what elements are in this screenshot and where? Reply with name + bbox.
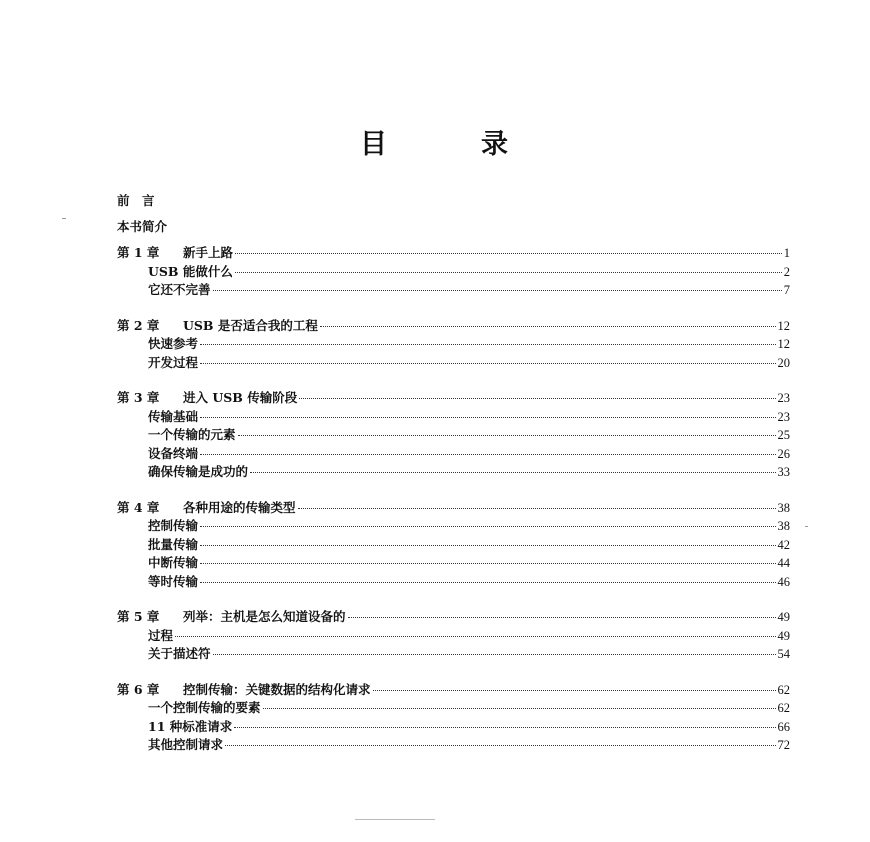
chapter-group [117, 244, 790, 300]
page-number: 25 [777, 428, 790, 442]
section-title: 快速参考 [148, 336, 199, 351]
toc-chapter-row[interactable] [117, 681, 790, 700]
page-number: 54 [777, 647, 790, 661]
dot-leader [348, 617, 776, 618]
page-number: 38 [777, 519, 790, 533]
page-number: 1 [783, 246, 790, 260]
dot-leader [298, 508, 776, 509]
chapter-group [117, 608, 790, 664]
page-number: 72 [777, 738, 790, 752]
section-title: 控制传输 [148, 518, 199, 533]
page-number: 7 [783, 283, 790, 297]
dot-leader [200, 454, 775, 455]
section-title: 批量传输 [148, 536, 199, 552]
toc-section-row[interactable] [117, 426, 790, 445]
dot-leader [213, 654, 776, 655]
page-number: 26 [777, 446, 790, 461]
dot-leader [225, 745, 775, 746]
section-title: USB 能做什么 [148, 263, 233, 279]
page-number: 49 [777, 628, 790, 643]
toc-front-intro[interactable] [117, 218, 790, 244]
chapter-label: 第 6 章 [117, 681, 160, 697]
page-number: 62 [777, 701, 790, 715]
page-number: 23 [777, 391, 790, 405]
title-char-1: 目 [360, 129, 389, 160]
toc-chapter-row[interactable] [117, 244, 790, 263]
dot-leader [263, 708, 776, 709]
section-title: 等时传输 [148, 573, 199, 589]
title-char-2: 录 [481, 129, 510, 160]
toc-front-preface[interactable] [117, 192, 790, 218]
section-title: 中断传输 [148, 555, 199, 570]
toc-section-row[interactable] [117, 536, 790, 555]
section-title: 一个控制传输的要素 [148, 700, 261, 715]
toc-section-row[interactable] [117, 463, 790, 482]
toc-section-row[interactable] [117, 408, 790, 427]
toc-chapter-row[interactable] [117, 317, 790, 336]
toc-front-label: 前 言 [117, 193, 155, 208]
toc-chapter-row[interactable] [117, 499, 790, 518]
chapter-title: USB 是否适合我的工程 [183, 317, 318, 333]
section-title: 开发过程 [148, 354, 199, 370]
chapter-label: 第 3 章 [117, 390, 160, 405]
page-number: 20 [777, 355, 790, 370]
toc-section-row[interactable] [117, 517, 790, 536]
dot-leader [299, 398, 775, 399]
chapter-group [117, 681, 790, 755]
chapter-title: 新手上路 [183, 245, 234, 260]
table-of-contents [117, 192, 790, 772]
page-number: 12 [777, 337, 790, 351]
toc-front-label: 本书简介 [117, 219, 168, 234]
dot-leader [200, 582, 775, 583]
chapter-group [117, 389, 790, 482]
section-title: 11 种标准请求 [148, 718, 233, 734]
page-title [0, 122, 870, 161]
section-title: 它还不完善 [148, 282, 211, 297]
section-title: 其他控制请求 [148, 737, 224, 752]
chapter-label: 第 2 章 [117, 317, 160, 333]
dot-leader [213, 290, 782, 291]
chapter-group [117, 317, 790, 373]
dot-leader [200, 545, 775, 546]
toc-section-row[interactable] [117, 263, 790, 282]
dot-leader [200, 417, 775, 418]
page-number: 46 [777, 574, 790, 589]
dot-leader [234, 727, 775, 728]
chapter-group [117, 499, 790, 592]
dot-leader [200, 563, 775, 564]
toc-chapter-row[interactable] [117, 608, 790, 627]
section-title: 关于描述符 [148, 646, 211, 661]
page-number: 44 [777, 556, 790, 570]
dot-leader [250, 472, 775, 473]
dot-leader [235, 272, 782, 273]
chapter-title: 各种用途的传输类型 [183, 499, 296, 515]
toc-section-row[interactable] [117, 736, 790, 755]
toc-section-row[interactable] [117, 718, 790, 737]
toc-section-row[interactable] [117, 281, 790, 300]
dot-leader [238, 435, 776, 436]
dot-leader [200, 526, 775, 527]
scan-speck [355, 819, 435, 820]
dot-leader [200, 363, 775, 364]
chapter-label: 第 4 章 [117, 499, 160, 515]
section-title: 确保传输是成功的 [148, 464, 249, 479]
chapter-title: 控制传输：关键数据的结构化请求 [183, 681, 371, 697]
page-number: 62 [777, 682, 790, 697]
chapter-label: 第 1 章 [117, 245, 160, 260]
toc-section-row[interactable] [117, 699, 790, 718]
page-number: 42 [777, 537, 790, 552]
chapter-title: 列举：主机是怎么知道设备的 [183, 609, 346, 624]
chapter-label: 第 5 章 [117, 609, 160, 624]
section-title: 一个传输的元素 [148, 427, 236, 442]
page-number: 66 [777, 719, 790, 734]
section-title: 传输基础 [148, 408, 199, 424]
toc-section-row[interactable] [117, 645, 790, 664]
toc-section-row[interactable] [117, 573, 790, 592]
scan-speck [805, 526, 808, 527]
scan-speck [62, 218, 66, 219]
toc-section-row[interactable] [117, 554, 790, 573]
toc-section-row[interactable] [117, 445, 790, 464]
toc-section-row[interactable] [117, 627, 790, 646]
dot-leader [200, 344, 775, 345]
dot-leader [235, 253, 782, 254]
page-number: 49 [777, 610, 790, 624]
page-number: 33 [777, 465, 790, 479]
toc-chapter-row[interactable] [117, 389, 790, 408]
page-number: 23 [777, 409, 790, 424]
section-title: 设备终端 [148, 445, 199, 461]
section-title: 过程 [148, 627, 174, 643]
page-number: 38 [777, 500, 790, 515]
dot-leader [373, 690, 776, 691]
dot-leader [320, 326, 776, 327]
toc-section-row[interactable] [117, 335, 790, 354]
dot-leader [175, 636, 775, 637]
toc-section-row[interactable] [117, 354, 790, 373]
chapter-title: 进入 USB 传输阶段 [183, 390, 298, 405]
page-number: 2 [783, 264, 790, 279]
page-number: 12 [777, 318, 790, 333]
